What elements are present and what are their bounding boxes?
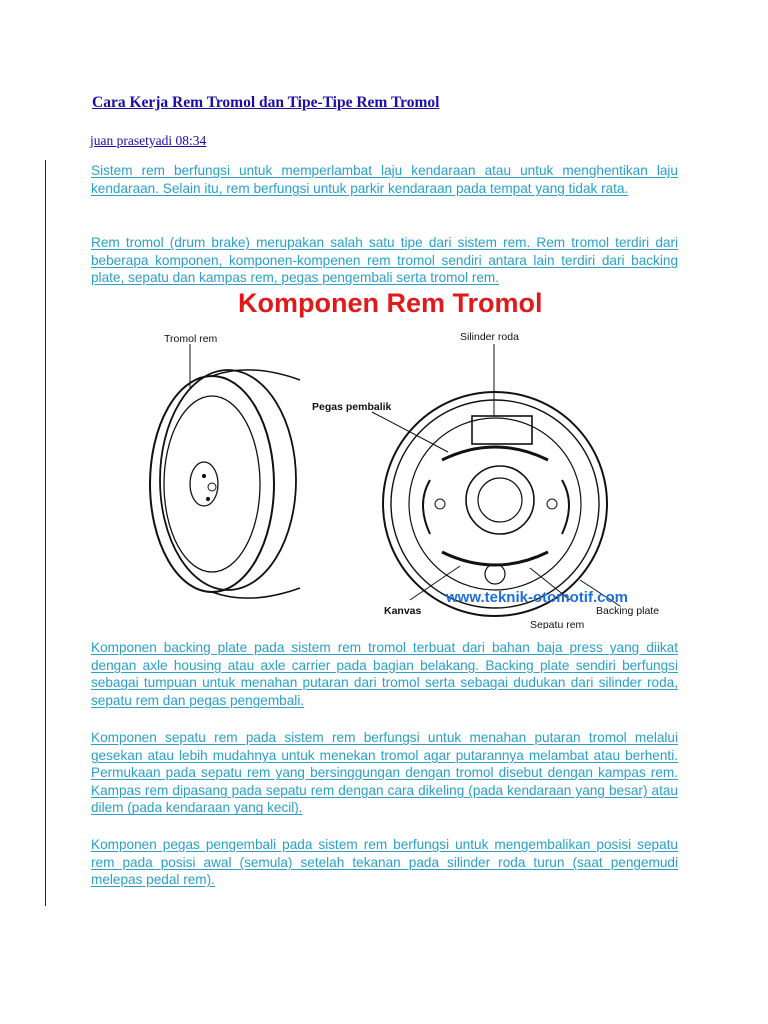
label-silinder-roda: Silinder roda [460, 331, 519, 343]
drum-brake-diagram [100, 284, 700, 629]
label-backing-plate: Backing plate [596, 605, 660, 617]
label-tromol-rem: Tromol rem [164, 333, 218, 345]
figure-heading: Komponen Rem Tromol [238, 288, 543, 318]
paragraph-drum-brake[interactable]: Rem tromol (drum brake) merupakan salah satu tipe dari sistem rem. Rem tromol terdiri dari beberapa komponen, komponen-kompenen rem tromol sendiri antara lain terdiri dari backing plate, sepatu dan kampas rem, pegas pengembali serta tromol rem. [91, 235, 678, 286]
figure-watermark: www.teknik-otomotif.com [446, 589, 628, 606]
backing-plate-illustration [372, 344, 620, 616]
margin-rule [45, 160, 46, 906]
paragraph-backing-plate[interactable]: Komponen backing plate pada sistem rem tromol terbuat dari bahan baja press yang diikat dengan axle housing atau axle carrier pada bagian belakang. Backing plate sendiri berfungsi sebagai tumpuan untuk menahan putaran dari tromol serta sebagai dudukan dari silinder roda, sepatu rem dan pegas pengembali. [91, 640, 678, 708]
brake-drum-illustration [150, 344, 300, 598]
label-sepatu-rem: Sepatu rem [530, 619, 585, 629]
paragraph-pegas-pengembali[interactable]: Komponen pegas pengembali pada sistem rem berfungsi untuk mengembalikan posisi sepatu rem pada posisi awal (semula) setelah tekanan pada silinder roda turun (saat pengemudi melepas pedal rem). [91, 837, 678, 888]
author-byline-link[interactable]: juan prasetyadi 08:34 [90, 133, 207, 148]
paragraph-intro[interactable]: Sistem rem berfungsi untuk memperlambat laju kendaraan atau untuk menghentikan laju kendaraan. Selain itu, rem berfungsi untuk parkir kendaraan pada tempat yang tidak rata. [91, 163, 678, 196]
paragraph-sepatu-rem[interactable]: Komponen sepatu rem pada sistem rem berfungsi untuk menahan putaran tromol melalui gesekan atau lebih mudahnya untuk menekan tromol agar putarannya melambat atau berhenti. Permukaan pada sepatu rem yang bersinggungan dengan tromol disebut dengan kampas rem. Kampas rem dipasang pada sepatu rem dengan cara dikeling (pada kendaraan yang besar) atau dilem (pada kendaraan yang kecil). [91, 730, 678, 816]
label-pegas-pembalik: Pegas pembalik [312, 401, 392, 413]
article-title[interactable]: Cara Kerja Rem Tromol dan Tipe-Tipe Rem Tromol [92, 94, 440, 111]
label-kanvas: Kanvas [384, 605, 422, 617]
